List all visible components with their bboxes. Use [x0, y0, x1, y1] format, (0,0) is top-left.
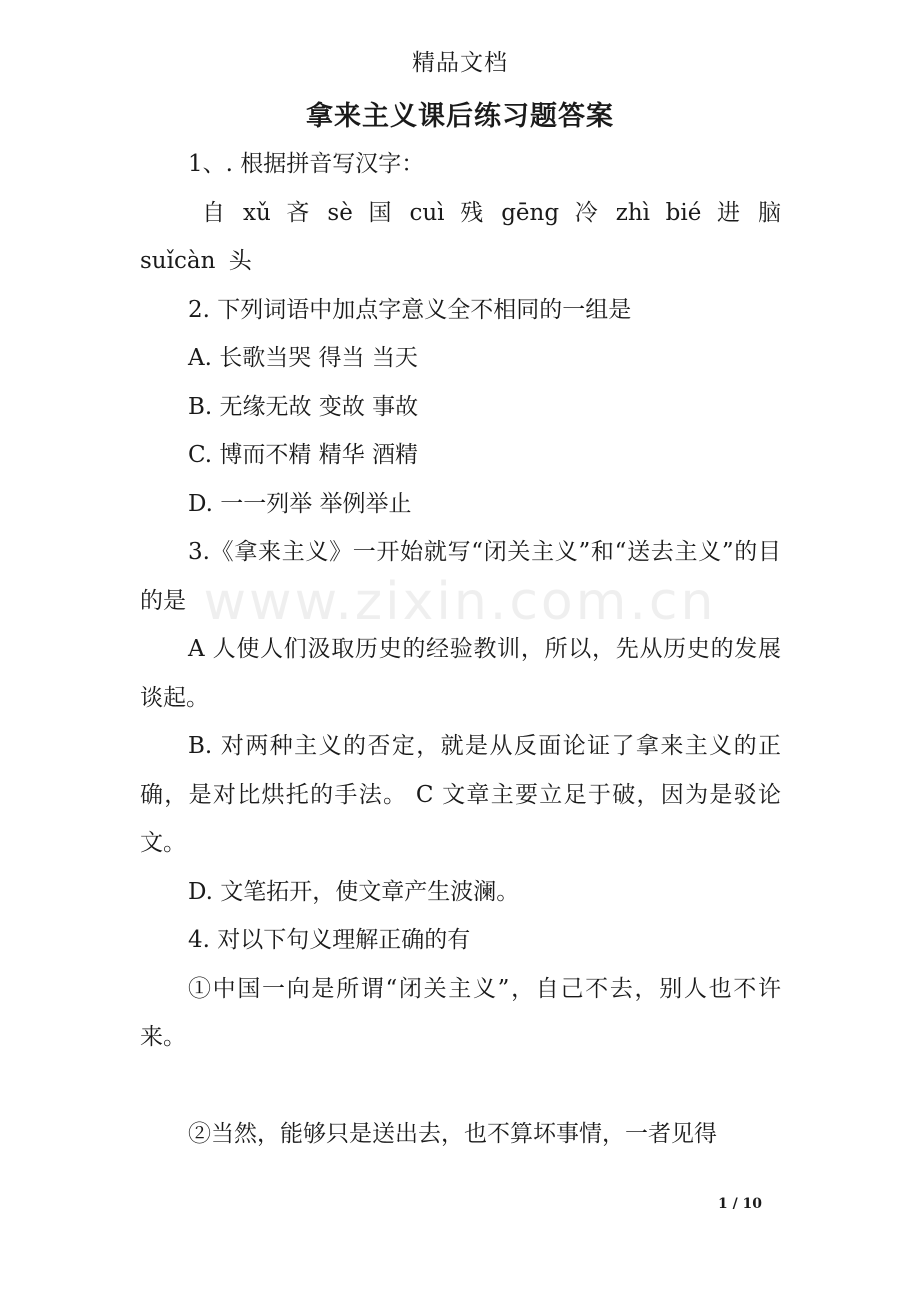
question-4-heading: 4. 对以下句义理解正确的有: [188, 927, 471, 953]
question-4-item-1: ①中国一向是所谓“闭关主义”，自己不去，别人也不许来。: [140, 975, 781, 1050]
question-2-heading: 2. 下列词语中加点字意义全不相同的一组是: [188, 296, 632, 323]
question-2-option-d: D. 一一列举 举例举止: [188, 490, 412, 517]
question-3-heading: 3.《拿来主义》一开始就写“闭关主义”和“送去主义”的目的是: [140, 539, 781, 614]
document-body: [140, 140, 781, 1158]
question-2-option-c: C. 博而不精 精华 酒精: [188, 442, 419, 468]
question-4-item-2: ②当然，能够只是送出去，也不算坏事情，一者见得: [188, 1120, 717, 1147]
page-number: 1 / 10: [717, 1196, 763, 1212]
paragraph-gap: [140, 1062, 781, 1110]
question-2-option-a: A. 长歌当哭 得当 当天: [188, 345, 418, 371]
question-3-option-b-c: B. 对两种主义的否定，就是从反面论证了拿来主义的正确，是对比烘托的手法。 C 文章主要立足于破，因为是驳论文。: [140, 733, 781, 856]
question-3-option-d: D. 文笔拓开，使文章产生波澜。: [188, 878, 520, 905]
document-title: 拿来主义课后练习题答案: [306, 101, 614, 132]
question-2-option-b: B. 无缘无故 变故 事故: [188, 393, 419, 420]
question-3-option-a: A 人使人们汲取历史的经验教训，所以，先从历史的发展谈起。: [140, 636, 781, 711]
watermark: www.zixin.com.cn: [203, 572, 717, 632]
question-1-pinyin-line: 自 xǔ 吝 sè 国 cuì 残 gēng 冷 zhì bié 进 脑 suǐcàn 头: [140, 199, 781, 274]
question-1-heading: 1、. 根据拼音写汉字：: [188, 151, 425, 177]
page-header: 精品文档: [412, 50, 508, 76]
